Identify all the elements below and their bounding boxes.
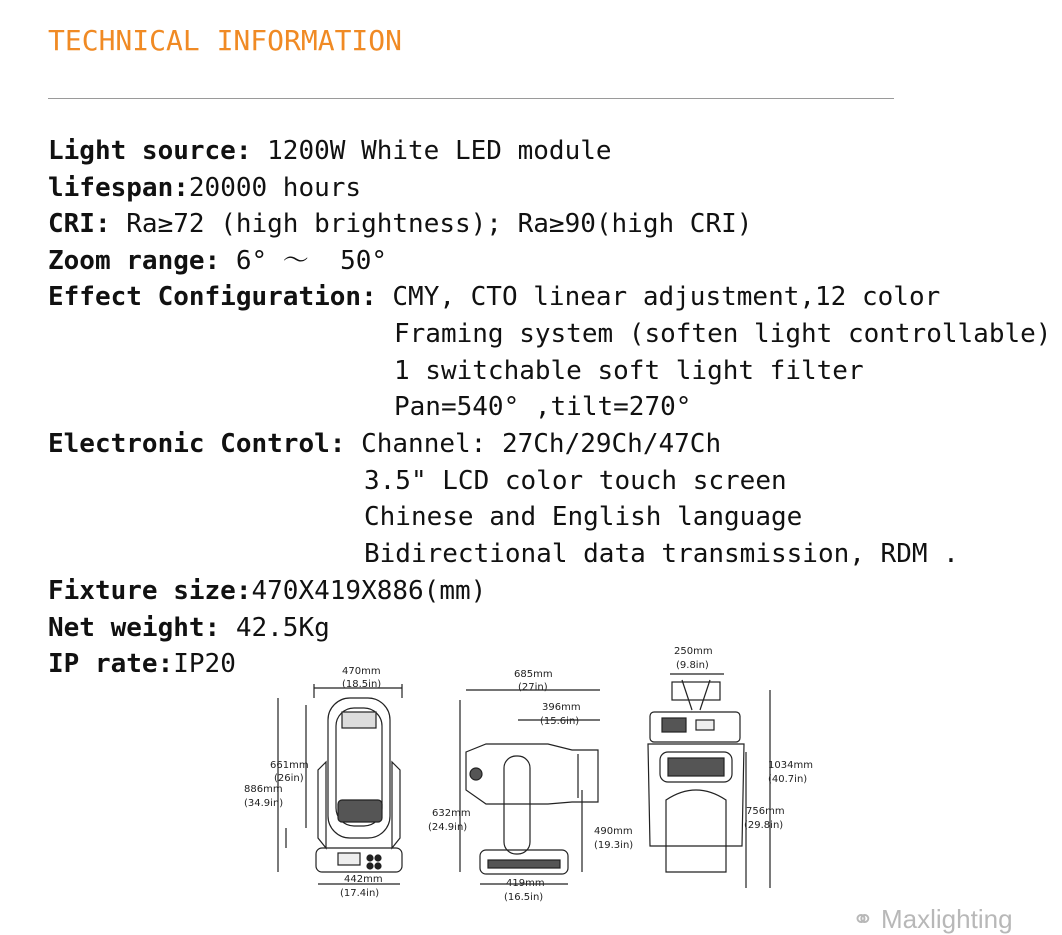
spec-label: Effect Configuration: xyxy=(48,282,377,312)
spec-electronic-line: Chinese and English language xyxy=(364,502,803,532)
spec-fixture-size xyxy=(48,576,486,606)
spec-value: 6° ～ 50° xyxy=(220,246,388,276)
spec-effect-line: Pan=540° ,tilt=270° xyxy=(394,392,692,422)
spec-net-weight xyxy=(48,613,330,643)
spec-value: 1200W White LED module xyxy=(251,136,612,166)
spec-value: Ra≥72 (high brightness); Ra≥90(high CRI) xyxy=(110,209,753,239)
spec-label: Light source: xyxy=(48,136,252,166)
title-divider xyxy=(48,98,894,99)
spec-label: IP rate: xyxy=(48,649,174,679)
spec-value: IP20 xyxy=(173,649,236,679)
front-base-in: (17.4in) xyxy=(340,888,380,899)
side-width-mm: 685mm xyxy=(514,669,553,680)
spec-label: CRI: xyxy=(48,209,111,239)
back-h-in: (40.7in) xyxy=(768,774,808,785)
front-h2-in: (34.9in) xyxy=(244,798,284,809)
back-h-mm: 1034mm xyxy=(768,760,813,771)
spec-ip-rate xyxy=(48,649,236,679)
side-base-in: (16.5in) xyxy=(504,892,544,903)
spec-effect-line: 1 switchable soft light filter xyxy=(394,356,864,386)
spec-value: 20000 hours xyxy=(188,173,362,203)
wechat-icon: ⚭ xyxy=(852,904,882,934)
watermark-text: Maxlighting xyxy=(881,904,1013,934)
back-h2-mm: 756mm xyxy=(746,806,785,817)
side-h-mm: 632mm xyxy=(432,808,471,819)
spec-lifespan xyxy=(48,173,361,203)
spec-label: Net weight: xyxy=(48,613,221,643)
back-width-mm: 250mm xyxy=(674,646,713,657)
front-h2-mm: 886mm xyxy=(244,784,283,795)
spec-label: Zoom range: xyxy=(48,246,221,276)
spec-value: 42.5Kg xyxy=(220,613,330,643)
spec-light-source xyxy=(48,136,612,166)
front-base-mm: 442mm xyxy=(344,874,383,885)
side-h-in: (24.9in) xyxy=(428,822,468,833)
side-width-in: (27in) xyxy=(518,682,548,693)
spec-value: Channel: 27Ch/29Ch/47Ch xyxy=(345,429,722,459)
back-width-in: (9.8in) xyxy=(676,660,709,671)
side-w2-in: (15.6in) xyxy=(540,716,580,727)
side-w2-mm: 396mm xyxy=(542,702,581,713)
back-h2-in: (29.8in) xyxy=(744,820,784,831)
dimension-labels xyxy=(230,640,820,908)
spec-cri xyxy=(48,209,752,239)
front-h1-in: (26in) xyxy=(274,773,304,784)
spec-value: 470X419X886(mm) xyxy=(251,576,487,606)
spec-label: lifespan: xyxy=(48,173,189,203)
page-title: TECHNICAL INFORMATION xyxy=(48,24,403,57)
spec-label: Electronic Control: xyxy=(48,429,346,459)
front-width-in: (18.5in) xyxy=(342,679,382,690)
spec-label: Fixture size: xyxy=(48,576,252,606)
spec-value: CMY, CTO linear adjustment,12 color xyxy=(376,282,941,312)
spec-electronic-line: 3.5" LCD color touch screen xyxy=(364,466,787,496)
spec-effect-line: Framing system (soften light controllable) xyxy=(394,319,1052,349)
spec-electronic xyxy=(48,429,721,459)
side-h2-in: (19.3in) xyxy=(594,840,634,851)
front-h1-mm: 661mm xyxy=(270,760,309,771)
side-h2-mm: 490mm xyxy=(594,826,633,837)
spec-electronic-line: Bidirectional data transmission, RDM . xyxy=(364,539,959,569)
spec-effect xyxy=(48,282,940,312)
front-width-mm: 470mm xyxy=(342,666,381,677)
watermark xyxy=(852,904,1013,935)
spec-zoom xyxy=(48,246,387,276)
side-base-mm: 419mm xyxy=(506,878,545,889)
